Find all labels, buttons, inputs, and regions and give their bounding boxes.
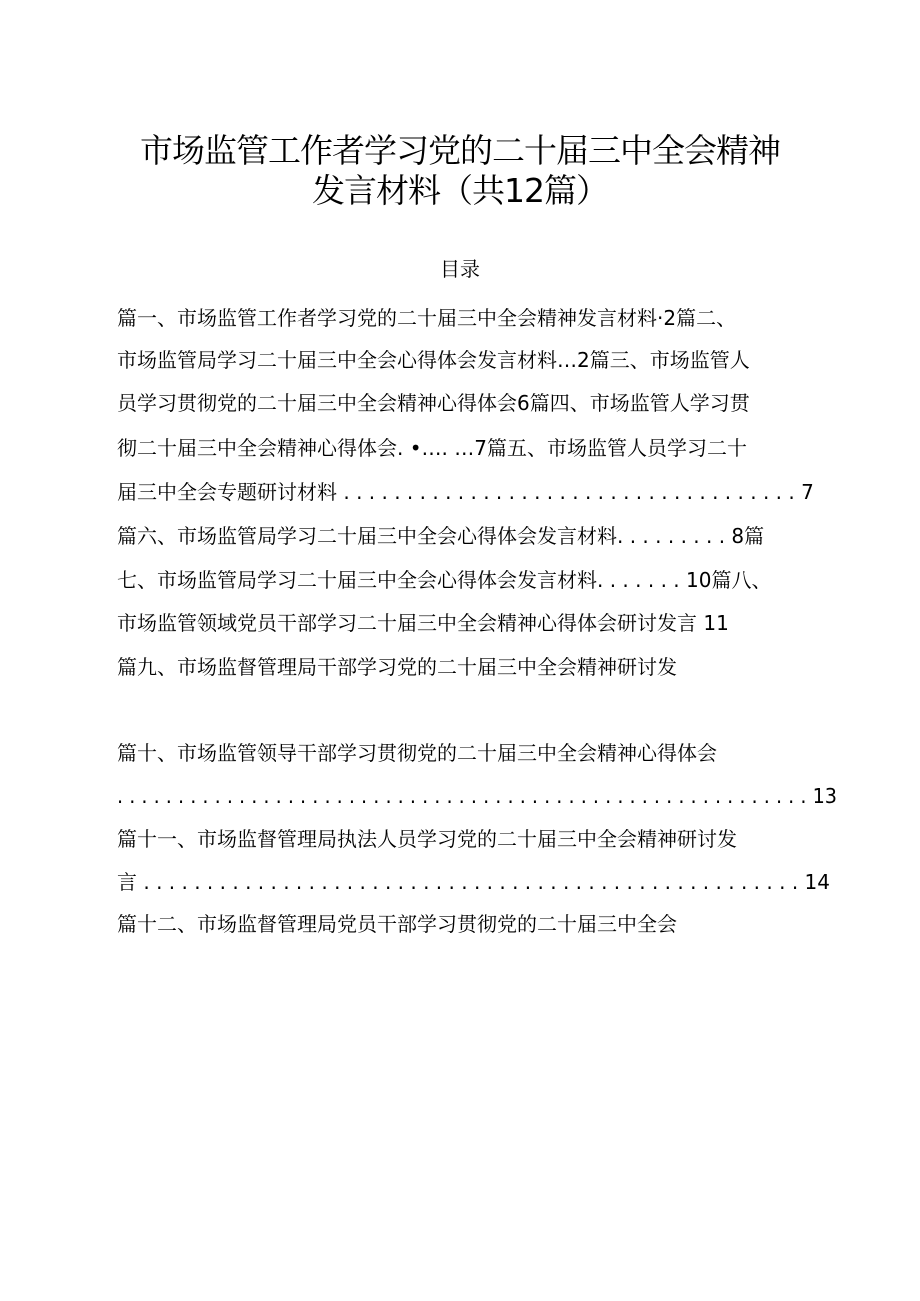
toc-line-text: 七、市场监管局学习二十届三中全会心得体会发言材料. . . . . . . 10篇八、 bbox=[117, 568, 772, 592]
toc-line bbox=[117, 304, 837, 332]
toc-heading: 目录 bbox=[440, 257, 480, 281]
toc-line bbox=[117, 346, 837, 374]
toc-line-text: 篇十一、市场监督管理局执法人员学习党的二十届三中全会精神研讨发 bbox=[117, 827, 737, 851]
toc-line-text: . . . . . . . . . . . . . . . . . . . . . . . . . . . . . . . . . . . . . . . . . . . . . . . . . . . . . . . . . 13 bbox=[117, 784, 837, 808]
toc-line-text: 市场监管局学习二十届三中全会心得体会发言材料…2篇三、市场监管人 bbox=[117, 348, 750, 372]
toc-line bbox=[117, 389, 837, 417]
toc-line bbox=[117, 739, 837, 767]
toc-line bbox=[117, 825, 837, 853]
toc-line bbox=[117, 434, 837, 462]
toc-line bbox=[117, 868, 837, 896]
toc-line bbox=[117, 609, 837, 637]
toc-line bbox=[117, 910, 837, 938]
toc-line bbox=[117, 478, 837, 506]
toc-line-text: 员学习贯彻党的二十届三中全会精神心得体会6篇四、市场监管人学习贯 bbox=[117, 391, 750, 415]
toc-line-text: 篇六、市场监管局学习二十届三中全会心得体会发言材料. . . . . . . . . 8篇 bbox=[117, 524, 765, 548]
document-title-line2: 发言材料（共12篇） bbox=[312, 171, 608, 210]
toc-line-text: 届三中全会专题研讨材料 . . . . . . . . . . . . . . . . . . . . . . . . . . . . . . . . . . . . 7 bbox=[117, 480, 814, 504]
toc-line bbox=[117, 522, 837, 550]
toc-line-text: 市场监管领域党员干部学习二十届三中全会精神心得体会研讨发言 11 bbox=[117, 611, 729, 635]
toc-line bbox=[117, 782, 837, 810]
toc-line-text: 篇十、市场监管领导干部学习贯彻党的二十届三中全会精神心得体会 bbox=[117, 741, 717, 765]
toc-line bbox=[117, 653, 837, 681]
toc-line-text: 篇一、市场监管工作者学习党的二十届三中全会精神发言材料·2篇二、 bbox=[117, 306, 737, 330]
toc-line bbox=[117, 566, 837, 594]
toc-line-text: 彻二十届三中全会精神心得体会. •…. …7篇五、市场监管人员学习二十 bbox=[117, 436, 747, 460]
toc-line-text: 篇十二、市场监督管理局党员干部学习贯彻党的二十届三中全会 bbox=[117, 912, 677, 936]
toc-line-text: 言 . . . . . . . . . . . . . . . . . . . . . . . . . . . . . . . . . . . . . . . . . . . . . . . . . . . . 14 bbox=[117, 870, 830, 894]
toc-line-text: 篇九、市场监督管理局干部学习党的二十届三中全会精神研讨发 bbox=[117, 655, 677, 679]
document-title-line1: 市场监管工作者学习党的二十届三中全会精神 bbox=[140, 131, 780, 170]
